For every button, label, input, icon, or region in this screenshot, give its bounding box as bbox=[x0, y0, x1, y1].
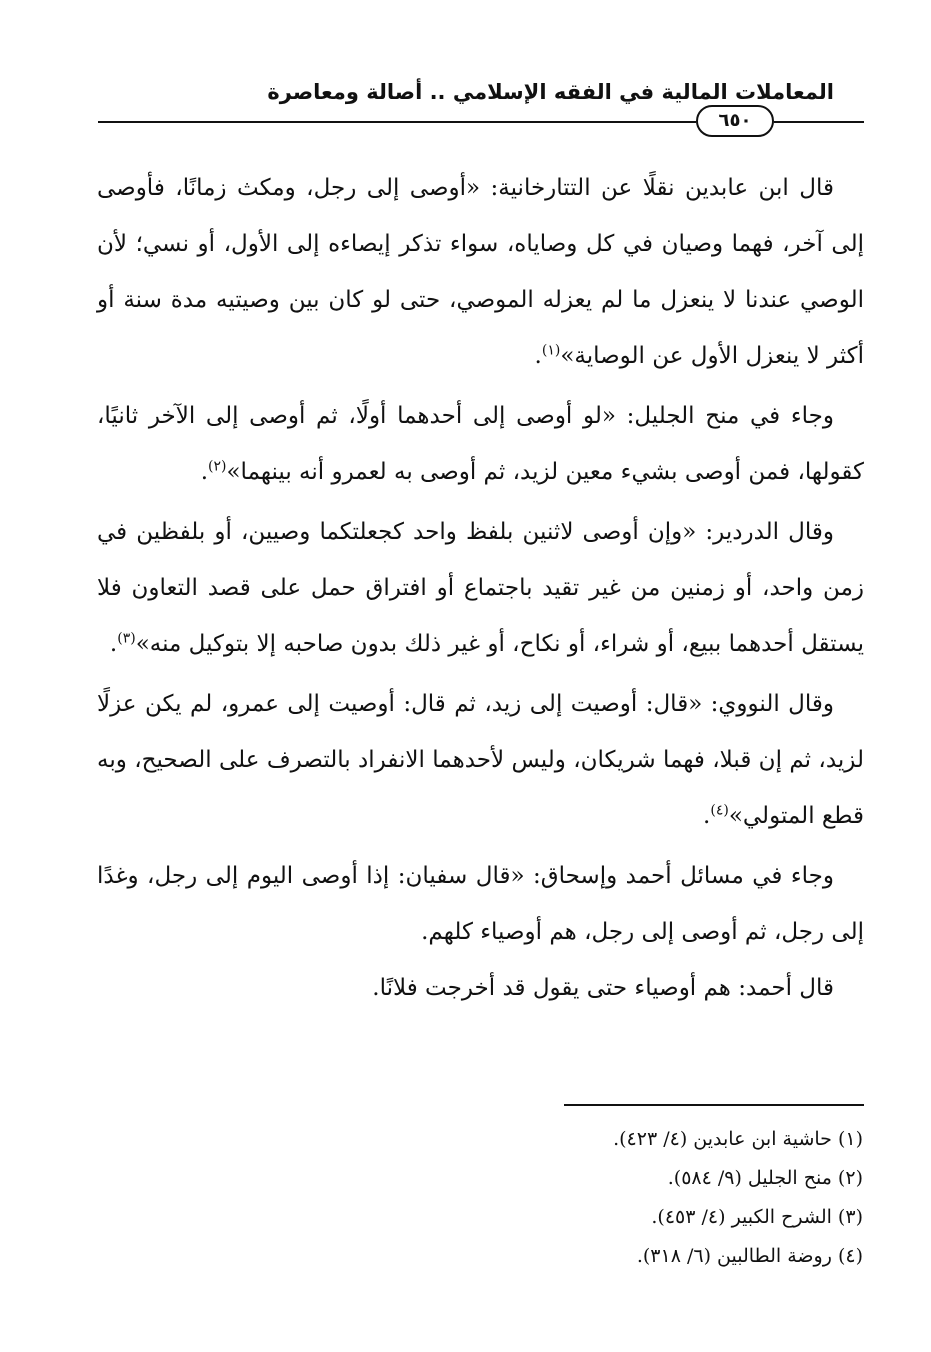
footnote-3: (٣) الشرح الكبير (٤/ ٤٥٣). bbox=[651, 1206, 863, 1228]
footnote-2: (٢) منح الجليل (٩/ ٥٨٤). bbox=[667, 1167, 863, 1189]
body-text bbox=[97, 160, 864, 1020]
paragraph-ibn-abidin bbox=[97, 160, 864, 384]
paragraph-end: . bbox=[200, 459, 209, 485]
paragraph-end: . bbox=[534, 343, 542, 369]
paragraph-al-dardir bbox=[97, 504, 864, 672]
header-rule-right bbox=[774, 121, 864, 123]
header-rule-left bbox=[98, 121, 696, 123]
paragraph-text: وقال الدردير: «وإن أوصى لاثنين بلفظ واحد كجعلتكما وصيين، أو بلفظين في زمن واحد، أو زمنين من غير تقيد باجتماع أو افتراق حمل على قصد التعاون فلا يستقل أحدهما ببيع، أو شراء، أو نكاح، أو غير ذلك بدون صاحبه إلا بتوكيل منه» bbox=[97, 519, 864, 657]
paragraph-end: . bbox=[703, 803, 711, 829]
footnote-ref-1: (١) bbox=[541, 342, 561, 359]
paragraph-end: . bbox=[109, 631, 118, 657]
paragraph-text: وقال النووي: «قال: أوصيت إلى زيد، ثم قال: أوصيت إلى عمرو، لم يكن عزلًا لزيد، ثم إن قبلا، فهما شريكان، وليس لأحدهما الانفراد بالتصرف على الصحيح، وبه قطع المتولي» bbox=[97, 691, 864, 829]
footnote-4: (٤) روضة الطالبين (٦/ ٣١٨). bbox=[636, 1245, 863, 1267]
paragraph-text: وجاء في مسائل أحمد وإسحاق: «قال سفيان: إذا أوصى اليوم إلى رجل، وغدًا إلى رجل، ثم أوصى إلى رجل، هم أوصياء كلهم. bbox=[97, 863, 864, 945]
paragraph-al-nawawi bbox=[97, 676, 864, 844]
footnote-separator bbox=[564, 1104, 864, 1106]
footnote-ref-2: (٢) bbox=[208, 458, 227, 475]
paragraph-text: وجاء في منح الجليل: «لو أوصى إلى أحدهما أولًا، ثم أوصى إلى الآخر ثانيًا، كقولها، فمن أوصى بشيء معين لزيد، ثم أوصى به لعمرو أنه بينهما» bbox=[97, 403, 864, 485]
footnote-1: (١) حاشية ابن عابدين (٤/ ٤٢٣). bbox=[613, 1128, 863, 1150]
paragraph-qal-ahmad bbox=[97, 960, 864, 1016]
running-title: المعاملات المالية في الفقه الإسلامي .. أصالة ومعاصرة bbox=[267, 80, 834, 104]
paragraph-text: قال أحمد: هم أوصياء حتى يقول قد أخرجت فلانًا. bbox=[372, 975, 834, 1001]
paragraph-masail-ahmad bbox=[97, 848, 864, 960]
footnote-ref-3: (٣) bbox=[117, 630, 136, 647]
footnote-ref-4: (٤) bbox=[710, 802, 729, 819]
paragraph-minah-al-jalil bbox=[97, 388, 864, 500]
paragraph-text: قال ابن عابدين نقلًا عن التتارخانية: «أوصى إلى رجل، ومكث زمانًا، فأوصى إلى آخر، فهما وصيان في كل وصاياه، سواء تذكر إيصاءه إلى الأول، أو نسي؛ لأن الوصي عندنا لا ينعزل ما لم يعزله الموصي، حتى لو كان بين وصيتيه مدة سنة أو أكثر لا ينعزل الأول عن الوصاية» bbox=[97, 175, 864, 369]
page-number: ٦٥٠ bbox=[696, 105, 774, 137]
footnotes bbox=[363, 1120, 863, 1276]
